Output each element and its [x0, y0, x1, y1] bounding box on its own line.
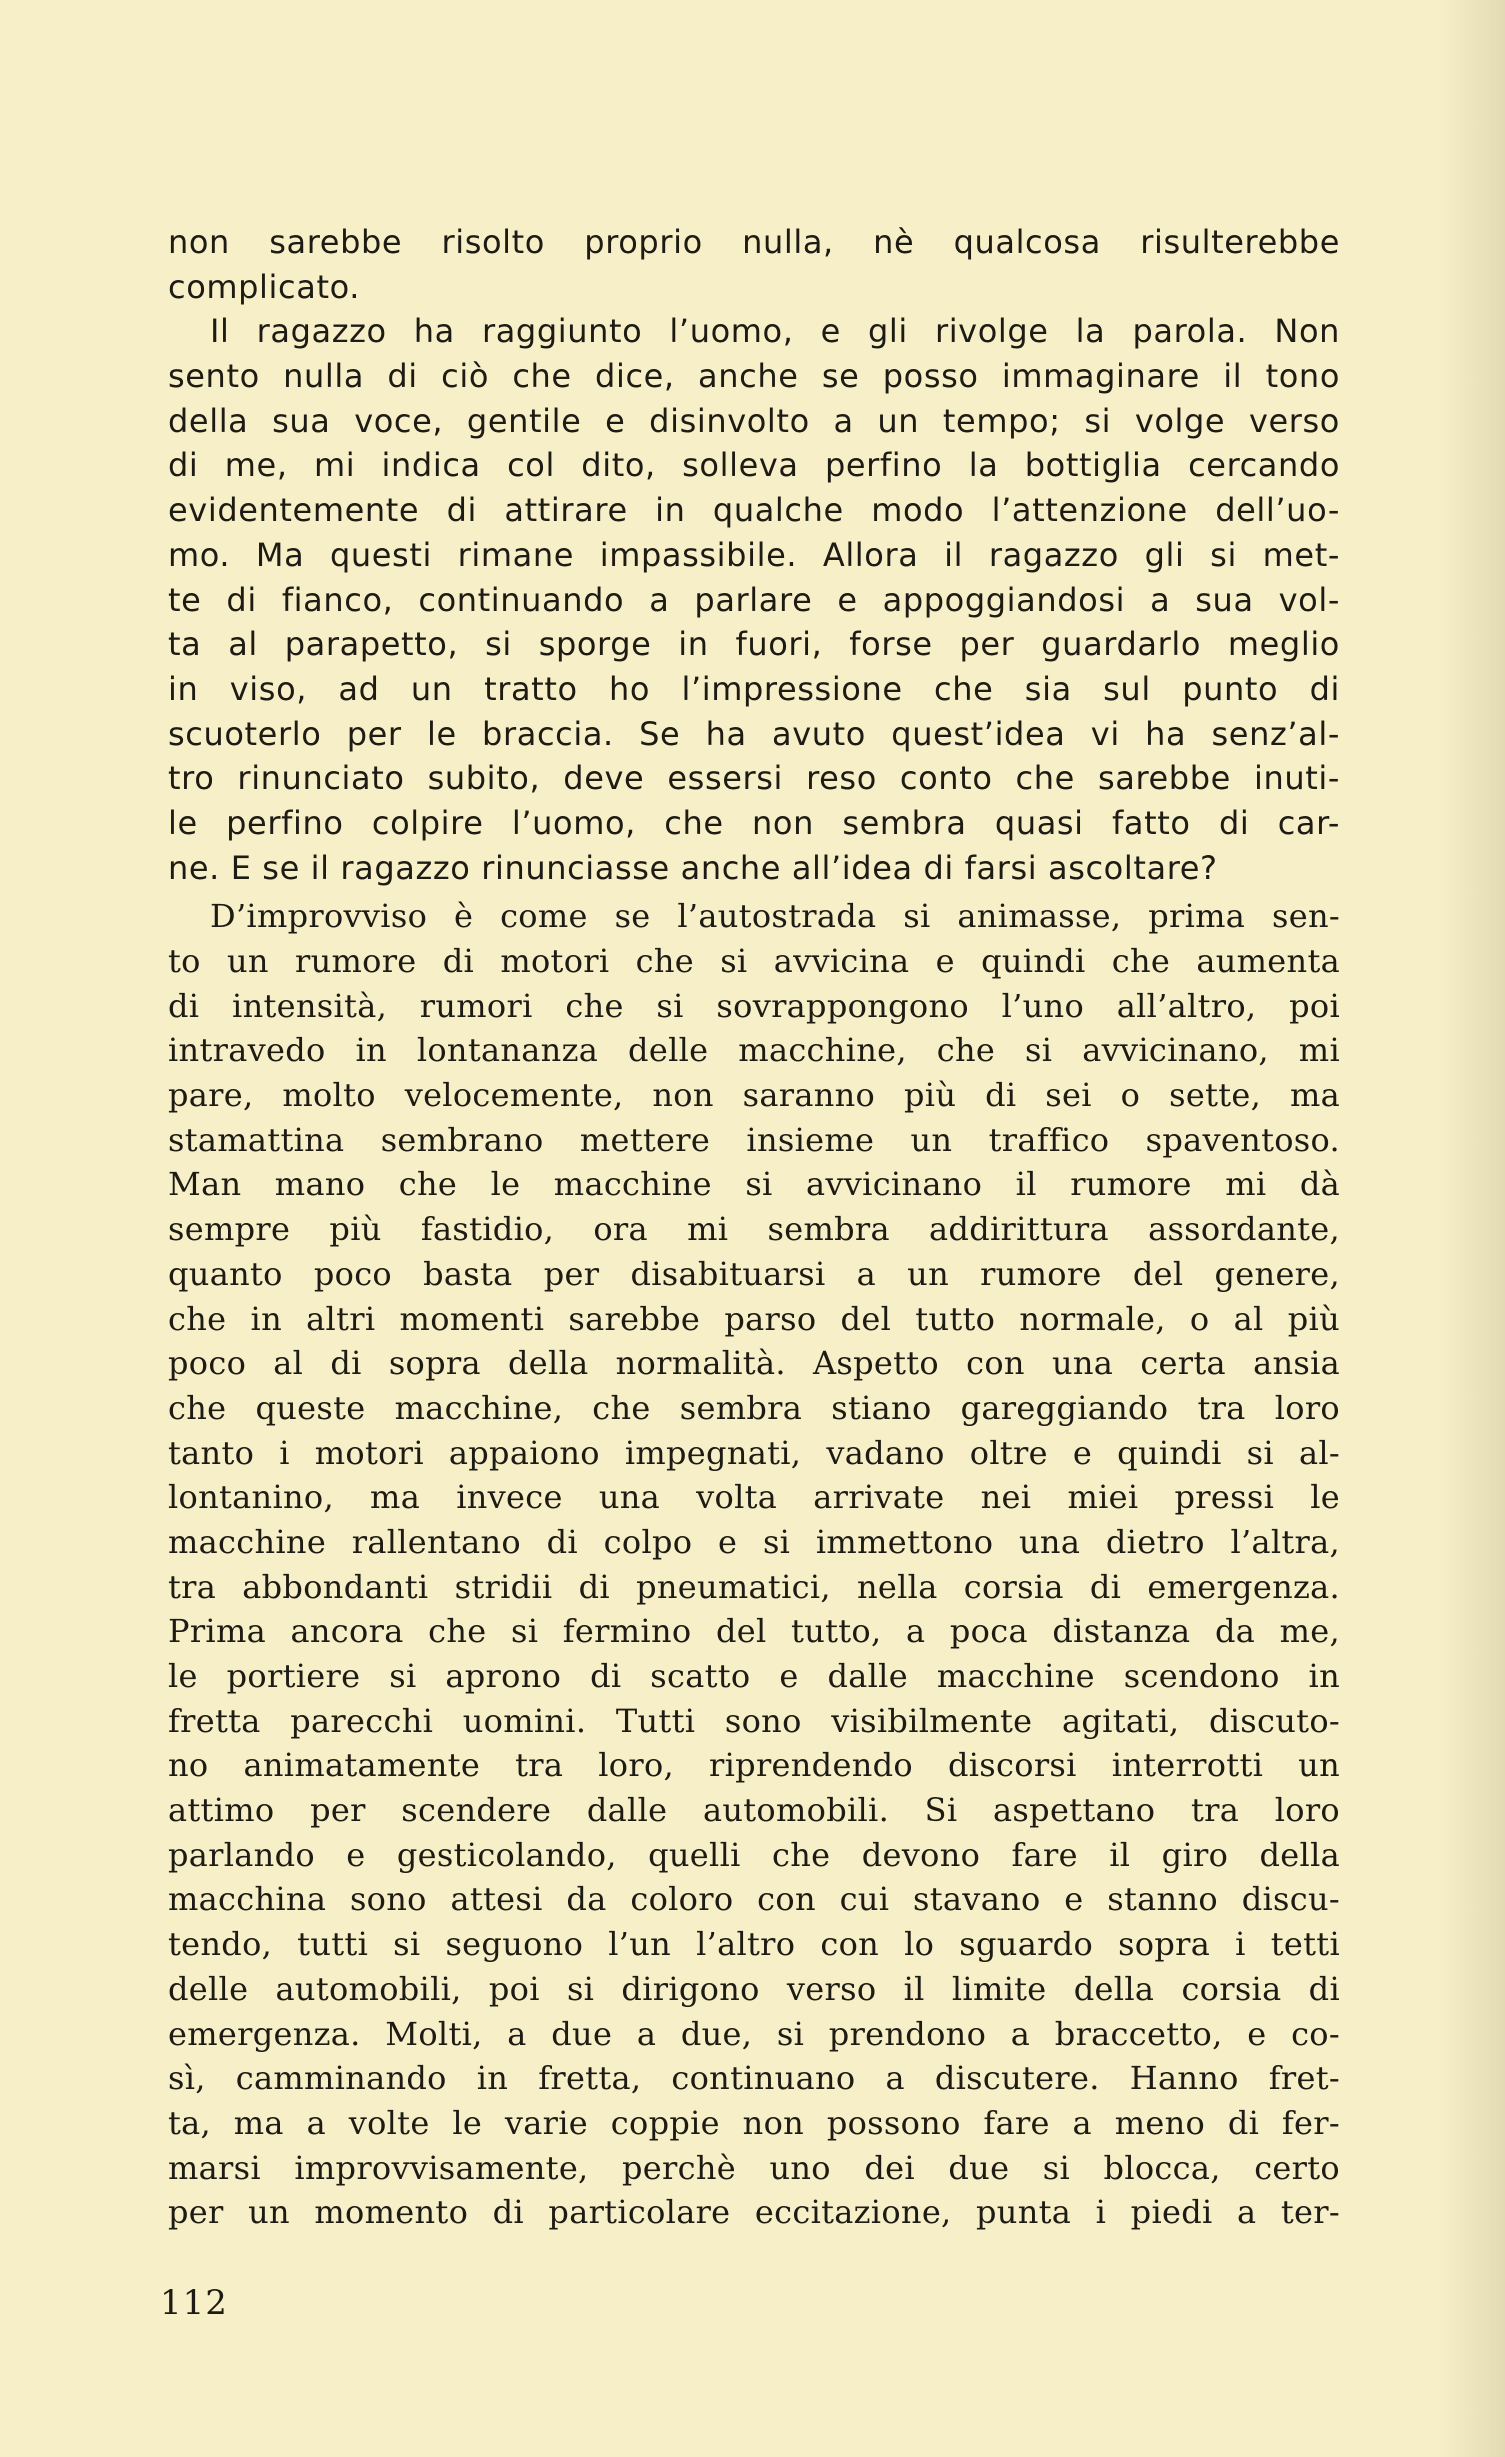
text-line: ta al parapetto, si sporge in fuori, forse per guardarlo meglio	[168, 625, 1340, 664]
text-line: Prima ancora che si fermino del tutto, a poca distanza da me,	[168, 1612, 1340, 1651]
text-line: intravedo in lontananza delle macchine, che si avvicinano, mi	[168, 1031, 1340, 1070]
text-line: mo. Ma questi rimane impassibile. Allora il ragazzo gli si met-	[168, 535, 1340, 574]
text-line: Man mano che le macchine si avvicinano il rumore mi dà	[168, 1165, 1340, 1204]
text-line: di me, mi indica col dito, solleva perfino la bottiglia cercando	[168, 446, 1340, 485]
body-text	[168, 220, 1340, 2235]
text-line: lontanino, ma invece una volta arrivate nei miei pressi le	[168, 1478, 1340, 1517]
text-line: no animatamente tra loro, riprendendo discorsi interrotti un	[168, 1746, 1340, 1785]
text-line: sì, camminando in fretta, continuano a discutere. Hanno fret-	[168, 2059, 1340, 2098]
paragraph-1	[168, 220, 1340, 890]
text-line: marsi improvvisamente, perchè uno dei due si blocca, certo	[168, 2148, 1340, 2187]
text-line: in viso, ad un tratto ho l’impressione che sia sul punto di	[168, 669, 1340, 708]
text-line: pare, molto velocemente, non saranno più di sei o sette, ma	[168, 1076, 1340, 1115]
text-line: Il ragazzo ha raggiunto l’uomo, e gli rivolge la parola. Non	[210, 312, 1340, 351]
text-line: to un rumore di motori che si avvicina e quindi che aumenta	[168, 942, 1340, 980]
text-line: tendo, tutti si seguono l’un l’altro con lo sguardo sopra i tetti	[168, 1925, 1340, 1964]
text-line: che in altri momenti sarebbe parso del tutto normale, o al più	[168, 1299, 1340, 1338]
text-line: ta, ma a volte le varie coppie non possono fare a meno di fer-	[168, 2103, 1340, 2142]
text-line: sento nulla di ciò che dice, anche se posso immaginare il tono	[168, 357, 1340, 396]
text-line: di intensità, rumori che si sovrappongono l’uno all’altro, poi	[168, 986, 1340, 1025]
text-line: parlando e gesticolando, quelli che devono fare il giro della	[168, 1835, 1340, 1874]
text-line: quanto poco basta per disabituarsi a un rumore del genere,	[168, 1254, 1340, 1293]
text-line: poco al di sopra della normalità. Aspetto con una certa ansia	[168, 1344, 1340, 1383]
page-number: 112	[160, 2283, 228, 2323]
text-line: tra abbondanti stridii di pneumatici, nella corsia di emergenza.	[168, 1567, 1340, 1606]
text-line: attimo per scendere dalle automobili. Si aspettano tra loro	[168, 1791, 1340, 1830]
text-line: macchina sono attesi da coloro con cui stavano e stanno discu-	[168, 1880, 1340, 1919]
text-line: tro rinunciato subito, deve essersi reso conto che sarebbe inuti-	[168, 759, 1340, 798]
text-line: D’improvviso è come se l’autostrada si animasse, prima sen-	[210, 897, 1340, 936]
text-line: le perfino colpire l’uomo, che non sembra quasi fatto di car-	[168, 803, 1340, 842]
text-line: le portiere si aprono di scatto e dalle macchine scendono in	[168, 1657, 1340, 1695]
text-line: tanto i motori appaiono impegnati, vadano oltre e quindi si al-	[168, 1433, 1340, 1472]
text-line: te di fianco, continuando a parlare e appoggiandosi a sua vol-	[168, 580, 1340, 619]
text-line: ne. E se il ragazzo rinunciasse anche all’idea di farsi ascoltare?	[168, 848, 1218, 887]
text-line: non sarebbe risolto proprio nulla, nè qualcosa risulterebbe	[168, 223, 1340, 261]
text-line: fretta parecchi uomini. Tutti sono visibilmente agitati, discuto-	[168, 1701, 1340, 1740]
text-line: emergenza. Molti, a due a due, si prendono a braccetto, e co-	[168, 2014, 1340, 2053]
text-line: per un momento di particolare eccitazione, punta i piedi a ter-	[168, 2193, 1340, 2232]
text-line: sempre più fastidio, ora mi sembra addirittura assordante,	[168, 1210, 1340, 1249]
text-line: stamattina sembrano mettere insieme un traffico spaventoso.	[168, 1120, 1340, 1159]
text-line: evidentemente di attirare in qualche modo l’attenzione dell’uo-	[168, 491, 1340, 530]
text-line: della sua voce, gentile e disinvolto a un tempo; si volge verso	[168, 401, 1340, 440]
text-line: scuoterlo per le braccia. Se ha avuto quest’idea vi ha senz’al-	[168, 714, 1340, 753]
text-line: complicato.	[168, 267, 360, 306]
text-line: delle automobili, poi si dirigono verso il limite della corsia di	[168, 1969, 1340, 2008]
paragraph-2	[168, 894, 1340, 2235]
text-line: che queste macchine, che sembra stiano gareggiando tra loro	[168, 1388, 1340, 1427]
text-line: macchine rallentano di colpo e si immettono una dietro l’altra,	[168, 1522, 1340, 1561]
